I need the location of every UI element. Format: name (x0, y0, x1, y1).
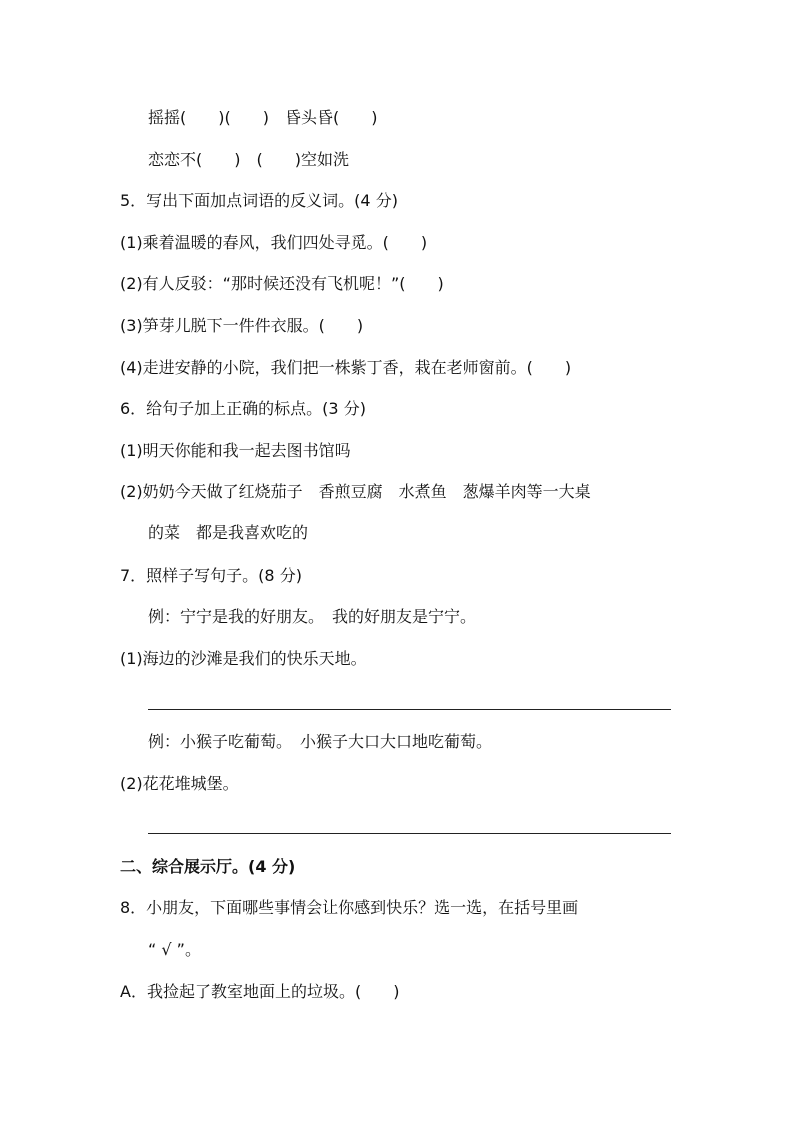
idiom-fill-line-1: 摇摇( )( ) 昏头昏( ) (148, 108, 378, 127)
question-8-line-2: “ √ ”。 (148, 940, 201, 959)
question-6-item-2-line-2: 的菜 都是我喜欢吃的 (148, 523, 309, 542)
answer-line-1 (148, 709, 671, 710)
question-6-item-1: (1)明天你能和我一起去图书馆吗 (120, 441, 351, 460)
answer-line-2 (148, 833, 671, 834)
question-5-item-2: (2)有人反驳：“那时候还没有飞机呢！”( ) (120, 274, 444, 293)
question-8-option-a: A．我捡起了教室地面上的垃圾。( ) (120, 982, 400, 1001)
question-8-line-1: 8．小朋友，下面哪些事情会让你感到快乐？选一选，在括号里画 (120, 898, 579, 917)
question-7-item-2: (2)花花堆城堡。 (120, 774, 239, 793)
question-5-title: 5．写出下面加点词语的反义词。(4 分) (120, 191, 398, 210)
question-6-item-2-line-1: (2)奶奶今天做了红烧茄子 香煎豆腐 水煮鱼 葱爆羊肉等一大桌 (120, 482, 591, 501)
section-2-heading: 二、综合展示厅。(4 分) (120, 857, 296, 876)
example-1: 例：宁宁是我的好朋友。 我的好朋友是宁宁。 (148, 607, 477, 626)
question-5-item-4: (4)走进安静的小院，我们把一株紫丁香，栽在老师窗前。( ) (120, 358, 572, 377)
question-7-item-1: (1)海边的沙滩是我们的快乐天地。 (120, 649, 367, 668)
question-5-item-1: (1)乘着温暖的春风，我们四处寻觅。( ) (120, 233, 428, 252)
question-7-title: 7．照样子写句子。(8 分) (120, 566, 302, 585)
idiom-fill-line-2: 恋恋不( ) ( )空如洗 (148, 150, 349, 169)
example-2: 例：小猴子吃葡萄。 小猴子大口大口地吃葡萄。 (148, 732, 493, 751)
question-6-title: 6．给句子加上正确的标点。(3 分) (120, 399, 366, 418)
question-5-item-3: (3)笋芽儿脱下一件件衣服。( ) (120, 316, 364, 335)
